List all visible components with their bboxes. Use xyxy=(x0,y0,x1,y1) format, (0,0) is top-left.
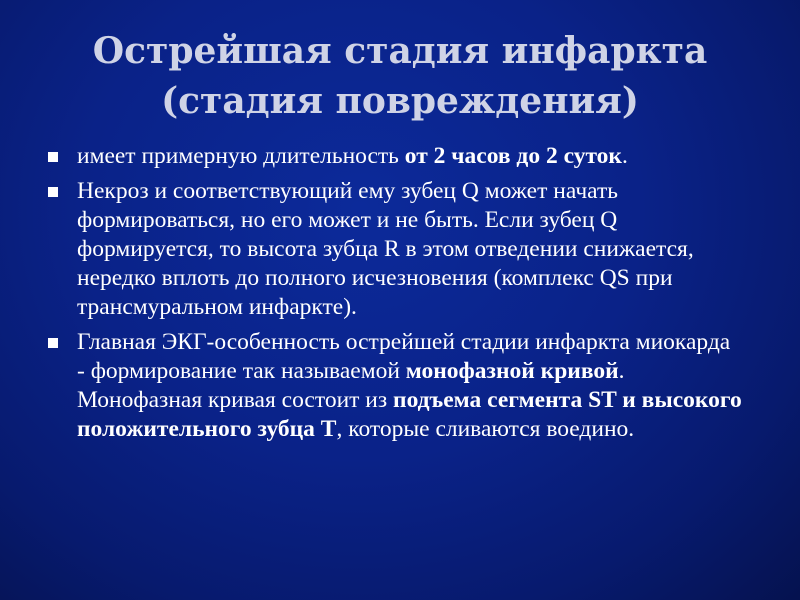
bullet-text-part: . xyxy=(621,143,628,169)
bullet-text-part: Некроз и соответствующий ему зубец Q может начать формироваться, но его может и не быть. Если зубец Q формируется, то высота зубца R в этом отведении снижается, нередко вплоть до полного исчезновения (комплекс QS при трансмуральном инфаркте). xyxy=(77,178,694,320)
title-line-2: (стадия повреждения) xyxy=(161,80,639,122)
bullet-text-bold: от 2 часов до 2 суток xyxy=(404,143,622,169)
title-line-1: Острейшая стадия инфаркта xyxy=(92,30,708,72)
bullet-text-part: Главная ЭКГ-особенность острейшей стадии инфаркта миокарда - формирование так называемой xyxy=(77,329,731,384)
bullet-text-part: . Монофазная кривая состоит из xyxy=(77,358,625,413)
bullet-item xyxy=(42,177,742,322)
square-bullet-icon xyxy=(48,152,58,162)
square-bullet-icon xyxy=(48,338,58,348)
bullet-list xyxy=(42,142,742,450)
bullet-text-part: , которые сливаются воедино. xyxy=(336,416,635,442)
slide-title xyxy=(0,26,800,126)
bullet-item xyxy=(42,142,742,171)
square-bullet-icon xyxy=(48,187,58,197)
bullet-text-bold: подъема сегмента ST и высокого положительного зубца T xyxy=(77,387,742,442)
bullet-text-part: имеет примерную длительность xyxy=(77,143,405,169)
bullet-item xyxy=(42,328,742,444)
bullet-text-bold: монофазной кривой xyxy=(405,358,619,384)
